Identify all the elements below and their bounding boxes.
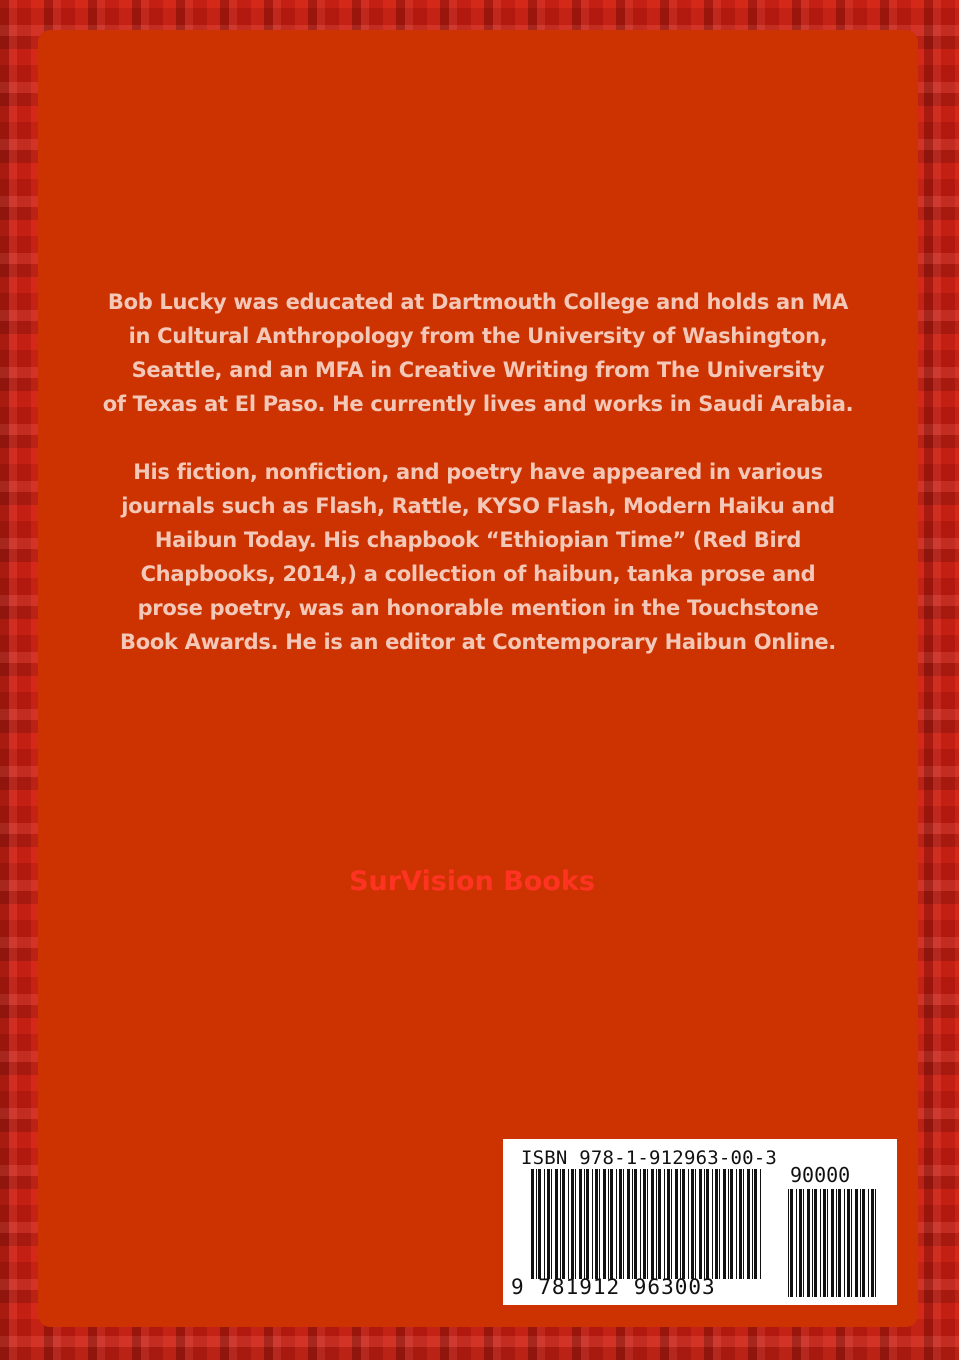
barcode-bar (807, 1189, 810, 1297)
bio-paragraph-2 (38, 455, 918, 659)
back-cover-panel (38, 30, 918, 1327)
barcode-bar (860, 1189, 861, 1297)
barcode-bar (579, 1169, 582, 1279)
barcode-bar (760, 1169, 761, 1279)
barcode-bar (680, 1169, 681, 1279)
barcode-bar (836, 1189, 837, 1297)
barcode-bar (608, 1169, 609, 1279)
barcode-bar (844, 1189, 845, 1297)
barcode-bar (704, 1169, 705, 1279)
bio-line: Chapbooks, 2014,) a collection of haibun, tanka prose and (140, 562, 816, 586)
barcode-bar (667, 1169, 670, 1279)
bio-paragraph-1 (38, 285, 918, 421)
barcode-bar (616, 1169, 617, 1279)
bio-line: journals such as Flash, Rattle, KYSO Flash, Modern Haiku and (121, 494, 835, 518)
bio-line: of Texas at El Paso. He currently lives and works in Saudi Arabia. (102, 392, 854, 416)
barcode-bar (691, 1169, 694, 1279)
barcode-bar (658, 1169, 661, 1279)
barcode-bar (547, 1169, 550, 1279)
barcode-bar (610, 1169, 613, 1279)
barcode-bar (562, 1169, 565, 1279)
barcode-bar (743, 1169, 744, 1279)
barcode-bar (599, 1169, 600, 1279)
barcode-bar (695, 1169, 696, 1279)
barcode-bar (747, 1169, 750, 1279)
barcode-bar (531, 1169, 534, 1279)
isbn-label: ISBN 978-1-912963-00-3 (521, 1147, 778, 1169)
barcode-bar (688, 1169, 689, 1279)
bio-line: Book Awards. He is an editor at Contemporary Haibun Online. (120, 630, 836, 654)
barcode-bar (544, 1169, 545, 1279)
barcode-bar (592, 1169, 593, 1279)
barcode-bar (551, 1169, 552, 1279)
barcode-bar (719, 1169, 720, 1279)
bio-line: Seattle, and an MFA in Creative Writing from The University (131, 358, 825, 382)
bio-line: His fiction, nonfiction, and poetry have appeared in various (133, 460, 823, 484)
barcode-bar (831, 1189, 834, 1297)
barcode-bar (736, 1169, 737, 1279)
barcode-bar (675, 1169, 678, 1279)
barcode-bar (595, 1169, 598, 1279)
barcode-bar (682, 1169, 685, 1279)
barcode-bar (752, 1169, 753, 1279)
barcode-bar (623, 1169, 624, 1279)
barcode-bar (871, 1189, 874, 1297)
barcode-bar (603, 1169, 606, 1279)
barcode-bar (855, 1189, 858, 1297)
barcode-bar (812, 1189, 813, 1297)
barcode-bar (632, 1169, 633, 1279)
barcode-bar (790, 1189, 793, 1297)
barcode-bar (712, 1169, 713, 1279)
barcode-bar (862, 1189, 865, 1297)
isbn-barcode (503, 1139, 897, 1305)
barcode-bar (754, 1169, 757, 1279)
barcode-bar (799, 1189, 802, 1297)
barcode-bar (586, 1169, 589, 1279)
barcode-bar (796, 1189, 797, 1297)
barcode-bar (847, 1189, 850, 1297)
barcode-bar (838, 1189, 841, 1297)
barcode-bar (584, 1169, 585, 1279)
barcode-bar (619, 1169, 622, 1279)
barcode-digits: 9 781912 963003 (511, 1275, 716, 1299)
barcode-bar (728, 1169, 729, 1279)
barcode-bar (814, 1189, 817, 1297)
barcode-bar (664, 1169, 665, 1279)
barcode-bar (671, 1169, 672, 1279)
barcode-bar (699, 1169, 702, 1279)
barcode-bar (571, 1169, 574, 1279)
barcode-bar (803, 1189, 804, 1297)
bio-line: Bob Lucky was educated at Dartmouth College and holds an MA (107, 290, 849, 314)
barcode-bar (651, 1169, 654, 1279)
barcode-bar (820, 1189, 821, 1297)
barcode-bar (627, 1169, 630, 1279)
barcode-bar (647, 1169, 648, 1279)
barcode-bar (536, 1169, 537, 1279)
barcode-bar (575, 1169, 576, 1279)
bio-line: in Cultural Anthropology from the University of Washington, (128, 324, 828, 348)
barcode-bar (823, 1189, 826, 1297)
barcode-bar (555, 1169, 558, 1279)
barcode-bar (851, 1189, 852, 1297)
barcode-bar (706, 1169, 709, 1279)
barcode-bar (643, 1169, 646, 1279)
barcode-bar (634, 1169, 637, 1279)
barcode-bar (730, 1169, 733, 1279)
barcode-bar (827, 1189, 828, 1297)
barcode-bar (656, 1169, 657, 1279)
barcode-bar (739, 1169, 742, 1279)
barcode-bar (560, 1169, 561, 1279)
barcode-bar (868, 1189, 869, 1297)
author-bio (38, 285, 918, 693)
barcode-bar (538, 1169, 541, 1279)
publisher-name: SurVision Books (349, 866, 595, 897)
bio-line: Haibun Today. His chapbook “Ethiopian Time” (Red Bird (154, 528, 802, 552)
price-code: 90000 (790, 1163, 851, 1187)
barcode-bar (568, 1169, 569, 1279)
bio-line: prose poetry, was an honorable mention in the Touchstone (137, 596, 819, 620)
barcode-bar (715, 1169, 718, 1279)
barcode-bar (723, 1169, 726, 1279)
barcode-bar (788, 1189, 789, 1297)
barcode-bar (640, 1169, 641, 1279)
barcode-bar (875, 1189, 876, 1297)
